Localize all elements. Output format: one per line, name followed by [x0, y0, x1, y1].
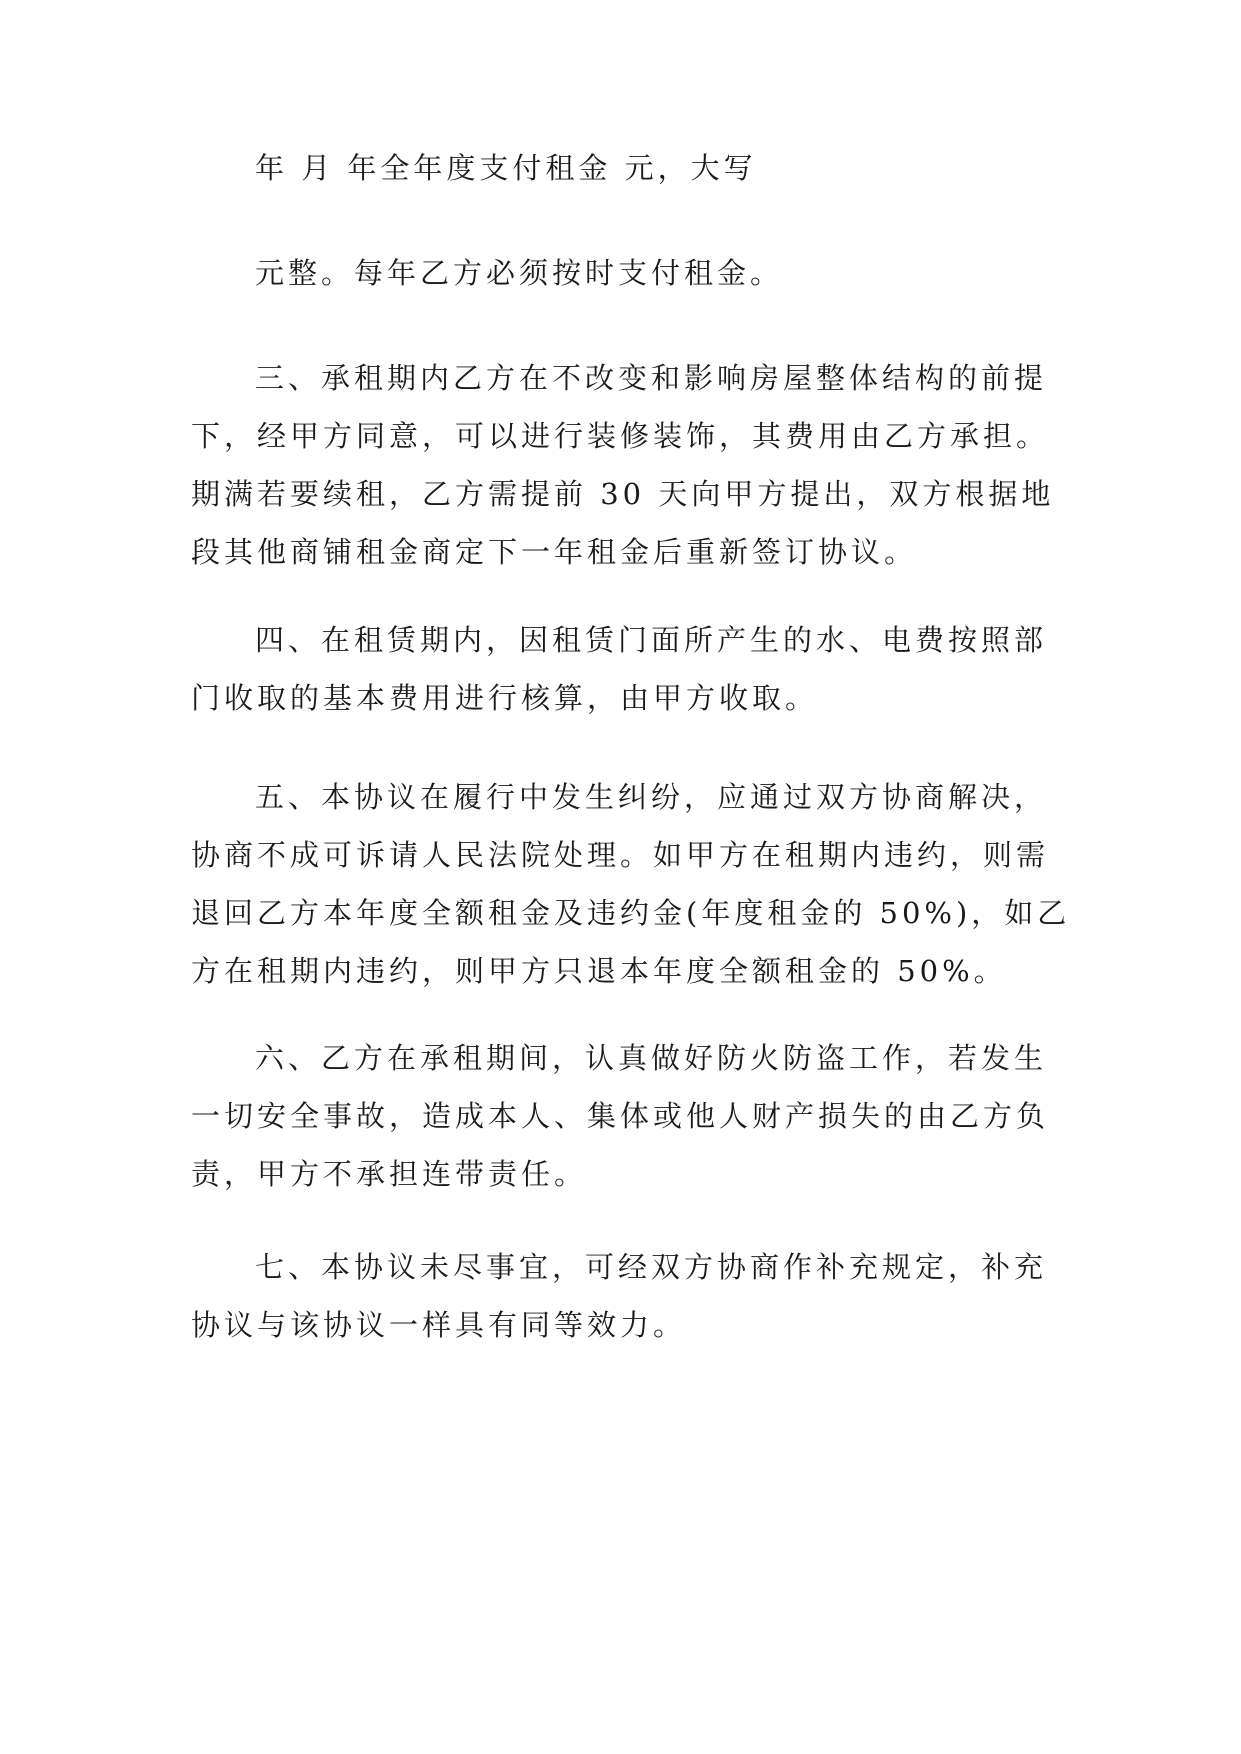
text-line: 段其他商铺租金商定下一年租金后重新签订协议。 [191, 535, 918, 569]
text-line: 期满若要续租，乙方需提前 30 天向甲方提出，双方根据地 [191, 477, 1055, 511]
text-line: 协议与该协议一样具有同等效力。 [191, 1308, 687, 1342]
text-line: 下，经甲方同意，可以进行装修装饰，其费用由乙方承担。 [191, 419, 1050, 453]
text-line: 协商不成可诉请人民法院处理。如甲方在租期内违约，则需 [191, 838, 1050, 872]
text-line: 门收取的基本费用进行核算，由甲方收取。 [191, 681, 819, 715]
text-line: 退回乙方本年度全额租金及违约金(年度租金的 50%)，如乙 [191, 896, 1071, 930]
paragraph-clause-3 [191, 349, 1055, 581]
paragraph-clause-5 [191, 768, 1071, 1000]
text-line: 方在租期内违约，则甲方只退本年度全额租金的 50%。 [191, 954, 1007, 988]
text-line: 一切安全事故，造成本人、集体或他人财产损失的由乙方负 [191, 1099, 1050, 1133]
paragraph-rent-period [191, 139, 1051, 197]
text-line: 三、承租期内乙方在不改变和影响房屋整体结构的前提 [255, 361, 1048, 395]
text-line: 四、在租赁期内，因租赁门面所产生的水、电费按照部 [255, 623, 1048, 657]
text-line: 年 月 年全年度支付租金 元，大写 [255, 151, 757, 185]
paragraph-clause-4 [191, 611, 1051, 727]
text-line: 七、本协议未尽事宜，可经双方协商作补充规定，补充 [255, 1250, 1048, 1284]
text-line: 责，甲方不承担连带责任。 [191, 1157, 588, 1191]
paragraph-clause-6 [191, 1029, 1051, 1203]
text-line: 五、本协议在履行中发生纠纷，应通过双方协商解决， [255, 780, 1048, 814]
paragraph-clause-7 [191, 1238, 1051, 1354]
text-line: 六、乙方在承租期间，认真做好防火防盗工作，若发生 [255, 1041, 1048, 1075]
paragraph-rent-amount [191, 244, 1051, 302]
text-line: 元整。每年乙方必须按时支付租金。 [255, 256, 784, 290]
